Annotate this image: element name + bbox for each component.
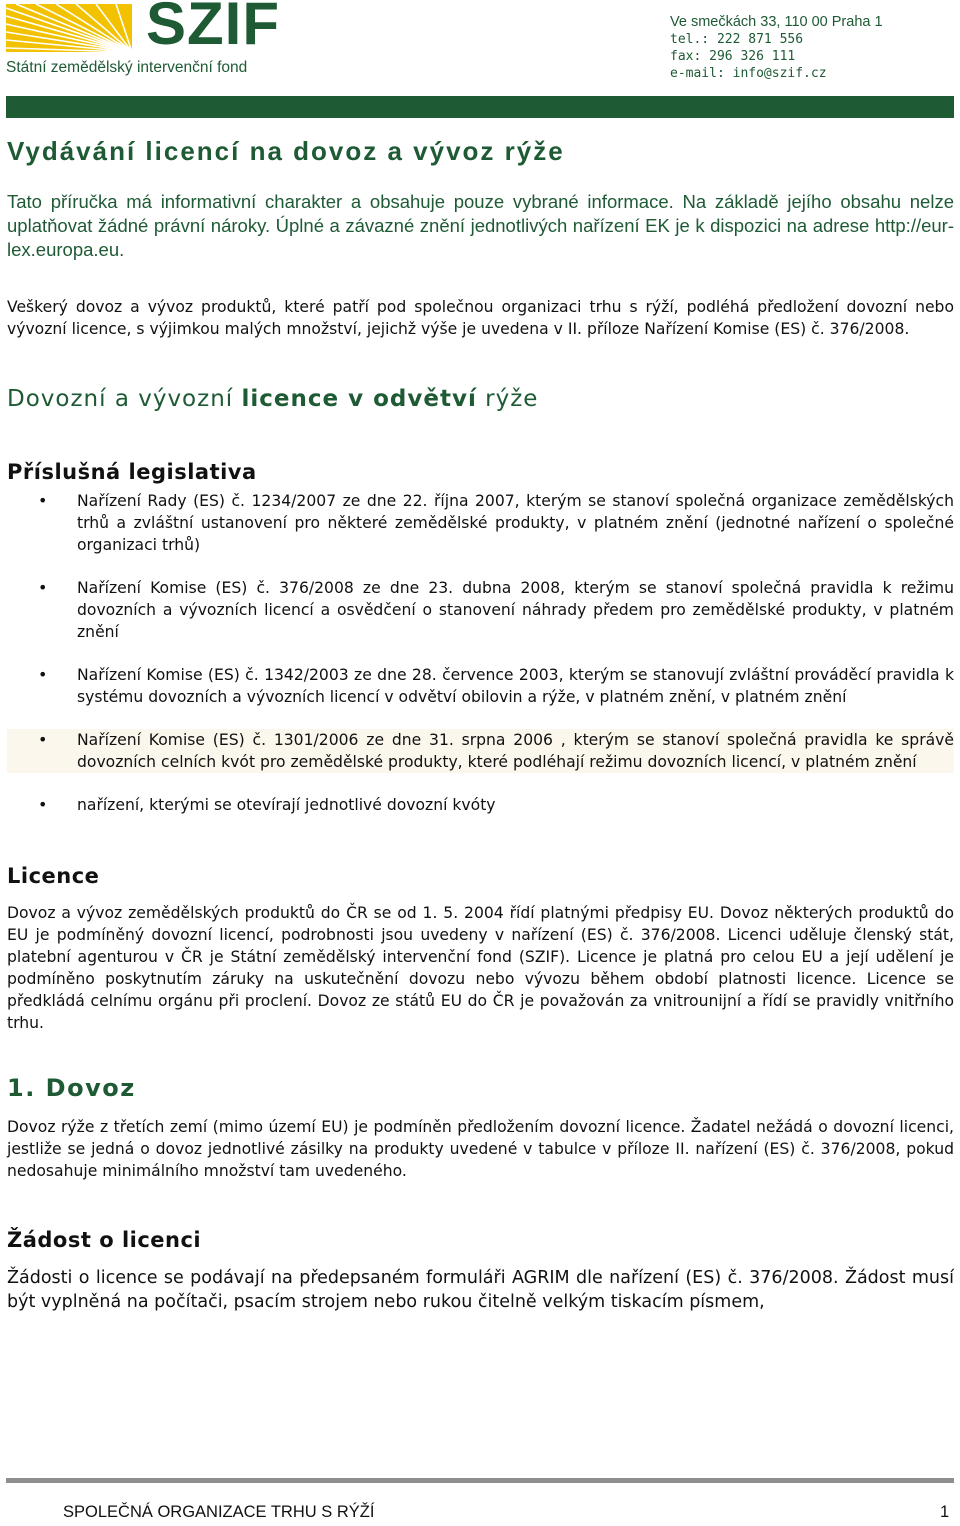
zadost-paragraph: Žádosti o licence se podávají na předepsaném formuláři AGRIM dle nařízení (ES) č. 376/2008. Žádost musí být vyplněná na počítači, psacím strojem nebo rukou čitelně velkým tiskacím písmem, bbox=[7, 1268, 954, 1312]
footer-divider bbox=[6, 1478, 954, 1483]
list-item: • nařízení, kterými se otevírají jednotlivé dovozní kvóty bbox=[7, 794, 954, 816]
logo-wordmark: SZIF bbox=[146, 0, 280, 57]
contact-fax: fax: 296 326 111 bbox=[670, 49, 796, 64]
szif-logo-rays-icon bbox=[6, 4, 132, 52]
dovoz-heading: 1. Dovoz bbox=[7, 1074, 136, 1102]
section-title bbox=[7, 386, 954, 412]
logo-subtitle: Státní zemědělský intervenční fond bbox=[6, 59, 248, 76]
contact-address: Ve smečkách 33, 110 00 Praha 1 bbox=[670, 14, 883, 30]
legislation-heading: Příslušná legislativa bbox=[7, 460, 257, 484]
section-title-part1: Dovozní a vývozní bbox=[7, 386, 242, 412]
page-title: Vydávání licencí na dovoz a vývoz rýže bbox=[7, 136, 565, 166]
disclaimer-text: Tato příručka má informativní charakter a obsahuje pouze vybrané informace. Na základě jejího obsahu nelze uplatňovat žádné právní nároky. Úplné a závazné znění jednotlivých nařízení EK je k dispozici na adrese http://eur-lex.europa.eu. bbox=[7, 191, 954, 260]
page-header bbox=[0, 0, 960, 96]
footer-title: SPOLEČNÁ ORGANIZACE TRHU S RÝŽÍ bbox=[63, 1503, 375, 1521]
document-body bbox=[7, 118, 954, 1314]
legislation-list bbox=[7, 490, 954, 816]
zadost-heading: Žádost o licenci bbox=[7, 1228, 202, 1252]
page-number: 1 bbox=[940, 1503, 950, 1521]
contact-tel: tel.: 222 871 556 bbox=[670, 32, 804, 47]
szif-logo bbox=[6, 0, 280, 80]
list-item: • Nařízení Rady (ES) č. 1234/2007 ze dne 22. října 2007, kterým se stanoví společná organizace zemědělských trhů a zvláštní ustanovení pro některé zemědělské produkty, v platném znění (jednotné nařízení o společné organizaci trhů) bbox=[7, 490, 954, 556]
section-title-part2: licence v odvětví bbox=[241, 386, 477, 412]
list-item: • Nařízení Komise (ES) č. 1342/2003 ze dne 28. července 2003, kterým se stanovují zvláštní prováděcí pravidla k systému dovozních a vývozních licencí v odvětví obilovin a rýže, v platném znění, v platném znění bbox=[7, 664, 954, 708]
dovoz-paragraph: Dovoz rýže z třetích zemí (mimo území EU) je podmíněn předložením dovozní licence. Žadatel nežádá o dovozní licenci, jestliže se jedná o dovoz jednotlivé zásilky na produkty uvedené v tabulce v příloze II. nařízení (ES) č. 376/2008, pokud nedosahuje minimálního množství tam uvedeného. bbox=[7, 1118, 954, 1180]
list-item: • Nařízení Komise (ES) č. 376/2008 ze dne 23. dubna 2008, kterým se stanoví společná pravidla k režimu dovozních a vývozních licencí a osvědčení o stanovení náhrady předem pro zemědělské produkty, v platném znění bbox=[7, 577, 954, 643]
intro-paragraph: Veškerý dovoz a vývoz produktů, které patří pod společnou organizaci trhu s rýží, podléhá předložení dovozní nebo vývozní licence, s výjimkou malých množství, jejichž výše je uvedena v II. příloze Nařízení Komise (ES) č. 376/2008. bbox=[7, 298, 954, 338]
section-title-part3: rýže bbox=[476, 386, 539, 412]
contact-email[interactable]: e-mail: info@szif.cz bbox=[670, 66, 827, 81]
licence-heading: Licence bbox=[7, 864, 100, 888]
licence-paragraph: Dovoz a vývoz zemědělských produktů do ČR se od 1. 5. 2004 řídí platnými předpisy EU. Dovoz některých produktů do EU je podmíněný dovozní licencí, podrobnosti jsou uvedeny v nařízení (ES) č. 376/2008. Licenci uděluje členský stát, platební agenturou v ČR je Státní zemědělský intervenční fond (SZIF). Licence je platná pro celou EU a její udělení je podmíněno poskytnutím záruky na uskutečnění dovozu nebo vývozu během období platnosti licence. Licence se předkládá celnímu orgánu při proclení. Dovoz ze států EU do ČR je považován za vnitrounijní a řídí se pravidly vnitřního trhu. bbox=[7, 904, 954, 1032]
contact-block bbox=[670, 14, 883, 82]
list-item: • Nařízení Komise (ES) č. 1301/2006 ze dne 31. srpna 2006 , kterým se stanoví společná pravidla ke správě dovozních celních kvót pro zemědělské produkty, které podléhají režimu dovozních licencí, v platném znění bbox=[7, 729, 954, 773]
header-bar bbox=[6, 96, 954, 118]
